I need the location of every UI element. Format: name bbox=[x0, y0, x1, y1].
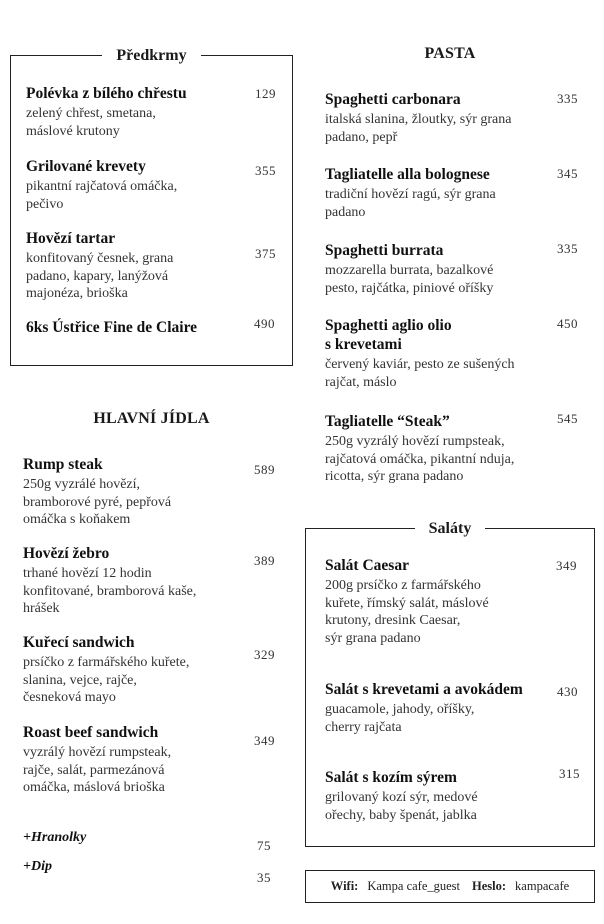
item-description: prsíčko z farmářského kuřete, slanina, vejce, rajče, česneková mayo bbox=[23, 655, 190, 705]
menu-item bbox=[325, 680, 565, 736]
item-name: Salát s kozím sýrem bbox=[325, 769, 457, 786]
item-description: italská slanina, žloutky, sýr grana padano, pepř bbox=[325, 112, 512, 145]
item-description: guacamole, jahody, oříšky, cherry rajčata bbox=[325, 702, 475, 735]
item-price: 545 bbox=[557, 411, 578, 426]
item-name: Spaghetti aglio olio s krevetami bbox=[325, 317, 452, 353]
menu-item bbox=[325, 316, 557, 391]
hlavni-title: HLAVNÍ JÍDLA bbox=[93, 410, 210, 427]
item-price: 490 bbox=[254, 316, 275, 331]
item-price: 329 bbox=[254, 647, 275, 662]
item-price: 349 bbox=[254, 733, 275, 748]
menu-item bbox=[325, 768, 555, 824]
item-name: Roast beef sandwich bbox=[23, 724, 159, 741]
item-price: 335 bbox=[557, 91, 578, 106]
wifi-password: kampacafe bbox=[515, 879, 570, 893]
item-name: Kuřecí sandwich bbox=[23, 634, 135, 651]
item-description: vyzrálý hovězí rumpsteak, rajče, salát, parmezánová omáčka, máslová brioška bbox=[23, 745, 172, 795]
item-description: 250g vyzrálý hovězí rumpsteak, rajčatová omáčka, pikantní nduja, ricotta, sýr grana padano bbox=[325, 434, 515, 484]
item-name: 6ks Ústřice Fine de Claire bbox=[26, 319, 198, 336]
menu-item bbox=[26, 84, 256, 140]
menu-item bbox=[26, 157, 256, 213]
item-name: Grilované krevety bbox=[26, 158, 146, 175]
item-name: Salát s krevetami a avokádem bbox=[325, 681, 523, 698]
menu-item bbox=[23, 723, 253, 797]
item-description: mozzarella burrata, bazalkové pesto, rajčátka, piniové oříšky bbox=[325, 263, 494, 296]
item-price: 349 bbox=[556, 558, 577, 573]
pasta-title: PASTA bbox=[424, 45, 476, 62]
item-name: Tagliatelle alla bolognese bbox=[325, 166, 490, 183]
item-price: 355 bbox=[255, 163, 276, 178]
item-name: Tagliatelle “Steak” bbox=[325, 413, 450, 430]
item-name: Hovězí žebro bbox=[23, 545, 110, 562]
salaty-title: Saláty bbox=[415, 520, 486, 537]
item-description: pikantní rajčatová omáčka, pečivo bbox=[26, 179, 178, 212]
menu-item bbox=[325, 556, 555, 647]
item-name: Spaghetti burrata bbox=[325, 242, 444, 259]
item-description: tradiční hovězí ragú, sýr grana padano bbox=[325, 187, 496, 220]
item-description: grilovaný kozí sýr, medové ořechy, baby špenát, jablka bbox=[325, 790, 478, 823]
item-price: 430 bbox=[557, 684, 578, 699]
extra-item-price: 75 bbox=[257, 838, 271, 853]
wifi-info bbox=[305, 870, 595, 903]
item-price: 389 bbox=[254, 553, 275, 568]
menu-item bbox=[23, 455, 253, 529]
item-price: 335 bbox=[557, 241, 578, 256]
menu-item bbox=[23, 633, 253, 707]
item-name: Hovězí tartar bbox=[26, 230, 116, 247]
wifi-label: Wifi: bbox=[330, 879, 359, 893]
item-name: Salát Caesar bbox=[325, 557, 409, 574]
item-name: Rump steak bbox=[23, 456, 103, 473]
item-description: zelený chřest, smetana, máslové krutony bbox=[26, 106, 156, 139]
item-price: 315 bbox=[559, 766, 580, 781]
item-description: konfitovaný česnek, grana padano, kapary, lanýžová majonéza, brioška bbox=[26, 251, 174, 301]
item-description: trhané hovězí 12 hodin konfitované, bramborová kaše, hrášek bbox=[23, 566, 197, 616]
item-name: Spaghetti carbonara bbox=[325, 91, 461, 108]
menu-item bbox=[325, 241, 557, 297]
extra-item-name: +Hranolky bbox=[23, 830, 87, 845]
item-price: 450 bbox=[557, 316, 578, 331]
item-description: 250g vyzrálé hovězí, bramborové pyré, pepřová omáčka s koňakem bbox=[23, 477, 172, 527]
predkrmy-title: Předkrmy bbox=[102, 47, 200, 64]
item-description: červený kaviár, pesto ze sušených rajčat, máslo bbox=[325, 357, 515, 390]
item-name: Polévka z bílého chřestu bbox=[26, 85, 187, 102]
menu-item bbox=[23, 544, 253, 618]
item-price: 589 bbox=[254, 462, 275, 477]
password-label: Heslo: bbox=[472, 879, 507, 893]
extra-item-name: +Dip bbox=[23, 859, 52, 874]
extra-item-price: 35 bbox=[257, 870, 271, 885]
item-description: 200g prsíčko z farmářského kuřete, římský salát, máslové krutony, dresink Caesar, sýr grana padano bbox=[325, 578, 489, 646]
menu-item bbox=[26, 229, 256, 303]
menu-item bbox=[325, 412, 557, 486]
menu-item bbox=[26, 318, 256, 337]
item-price: 129 bbox=[255, 86, 276, 101]
menu-item bbox=[325, 165, 557, 221]
wifi-network: Kampa cafe_guest bbox=[367, 879, 461, 893]
item-price: 375 bbox=[255, 246, 276, 261]
item-price: 345 bbox=[557, 166, 578, 181]
menu-item bbox=[325, 90, 557, 146]
